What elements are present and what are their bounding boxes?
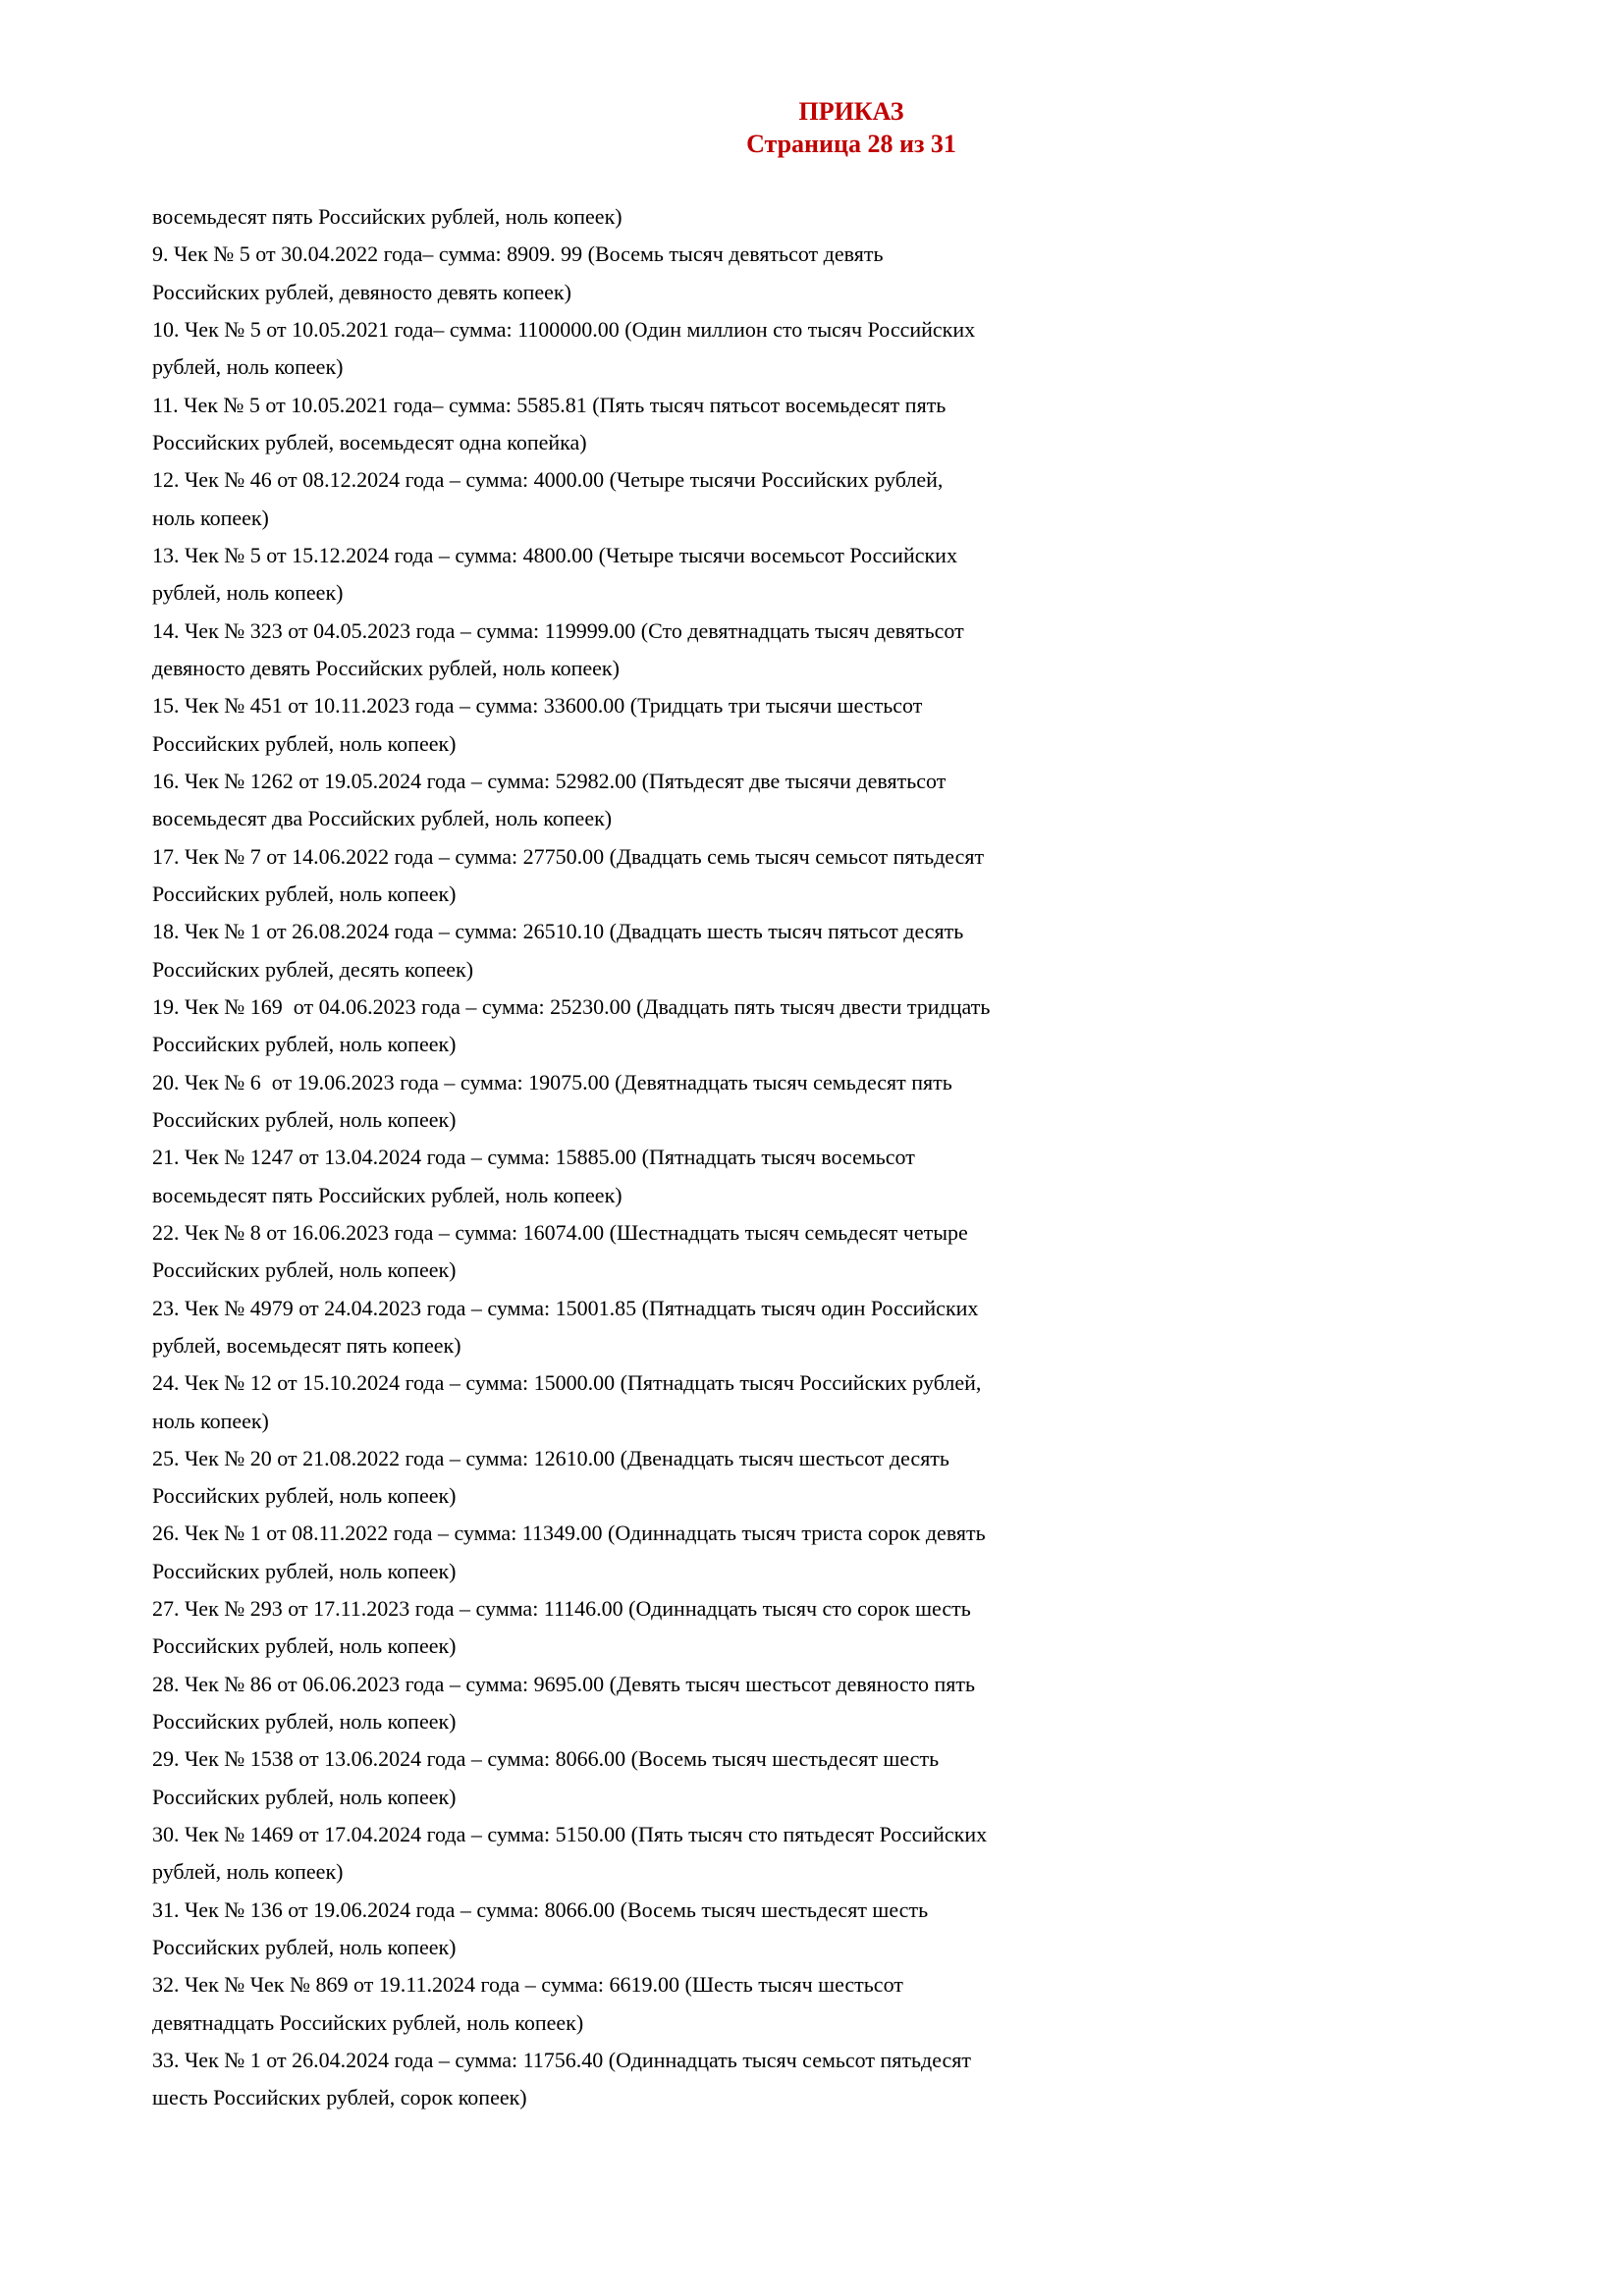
text-line: Российских рублей, десять копеек) (152, 956, 474, 982)
text-line: 20. Чек № 6 от 19.06.2023 года – сумма: 19075.00 (Девятнадцать тысяч семьдесят пять (152, 1069, 952, 1095)
text-line: восемьдесят два Российских рублей, ноль копеек) (152, 806, 613, 831)
document-body (152, 198, 1546, 2117)
text-line: 11. Чек № 5 от 10.05.2021 года– сумма: 5585.81 (Пять тысяч пятьсот восемьдесят пять (152, 392, 947, 417)
text-line: Российских рублей, ноль копеек) (152, 730, 457, 756)
text-line: 32. Чек № Чек № 869 от 19.11.2024 года – сумма: 6619.00 (Шесть тысяч шестьсот (152, 1972, 903, 1998)
text-line: рублей, ноль копеек) (152, 1859, 344, 1885)
text-line: девяносто девять Российских рублей, ноль копеек) (152, 655, 620, 680)
text-line: 16. Чек № 1262 от 19.05.2024 года – сумма: 52982.00 (Пятьдесят две тысячи девятьсот (152, 768, 947, 793)
text-line: рублей, восемьдесят пять копеек) (152, 1332, 461, 1358)
text-line: Российских рублей, восемьдесят одна копейка) (152, 429, 587, 454)
text-line: ноль копеек) (152, 505, 269, 530)
text-line: 30. Чек № 1469 от 17.04.2024 года – сумма: 5150.00 (Пять тысяч сто пятьдесят Российских (152, 1822, 988, 1847)
text-line: 18. Чек № 1 от 26.08.2024 года – сумма: 26510.10 (Двадцать шесть тысяч пятьсот десять (152, 919, 964, 944)
text-line: Российских рублей, ноль копеек) (152, 1709, 457, 1735)
text-line: 15. Чек № 451 от 10.11.2023 года – сумма: 33600.00 (Тридцать три тысячи шестьсот (152, 693, 923, 719)
text-line: Российских рублей, ноль копеек) (152, 1633, 457, 1659)
text-line: Российских рублей, ноль копеек) (152, 1784, 457, 1809)
text-line: восемьдесят пять Российских рублей, ноль копеек) (152, 1182, 623, 1207)
text-line: ноль копеек) (152, 1408, 269, 1433)
text-line: 17. Чек № 7 от 14.06.2022 года – сумма: 27750.00 (Двадцать семь тысяч семьсот пятьдесят (152, 843, 985, 869)
text-line: рублей, ноль копеек) (152, 580, 344, 606)
document-title: ПРИКАЗ (798, 97, 904, 126)
page-indicator: Страница 28 из 31 (746, 130, 956, 158)
text-line: 23. Чек № 4979 от 24.04.2023 года – сумма: 15001.85 (Пятнадцать тысяч один Российских (152, 1295, 979, 1320)
text-line: 21. Чек № 1247 от 13.04.2024 года – сумма: 15885.00 (Пятнадцать тысяч восемьсот (152, 1145, 915, 1170)
text-line: 27. Чек № 293 от 17.11.2023 года – сумма: 11146.00 (Одиннадцать тысяч сто сорок шесть (152, 1596, 971, 1622)
text-line: 24. Чек № 12 от 15.10.2024 года – сумма: 15000.00 (Пятнадцать тысяч Российских рублей, (152, 1370, 982, 1396)
text-line: 10. Чек № 5 от 10.05.2021 года– сумма: 1100000.00 (Один миллион сто тысяч Российских (152, 316, 976, 342)
text-line: 28. Чек № 86 от 06.06.2023 года – сумма: 9695.00 (Девять тысяч шестьсот девяносто пять (152, 1671, 976, 1696)
text-line: девятнадцать Российских рублей, ноль копеек) (152, 2009, 584, 2035)
text-line: 13. Чек № 5 от 15.12.2024 года – сумма: 4800.00 (Четыре тысячи восемьсот Российских (152, 542, 957, 567)
text-line: 33. Чек № 1 от 26.04.2024 года – сумма: 11756.40 (Одиннадцать тысяч семьсот пятьдесят (152, 2048, 972, 2073)
text-line: Российских рублей, ноль копеек) (152, 1558, 457, 1583)
text-line: Российских рублей, ноль копеек) (152, 1483, 457, 1509)
text-line: Российских рублей, ноль копеек) (152, 881, 457, 906)
text-line: 22. Чек № 8 от 16.06.2023 года – сумма: 16074.00 (Шестнадцать тысяч семьдесят четыре (152, 1219, 968, 1245)
document-header (152, 95, 1550, 160)
text-line: Российских рублей, ноль копеек) (152, 1935, 457, 1960)
text-line: Российских рублей, ноль копеек) (152, 1032, 457, 1057)
text-line: 19. Чек № 169 от 04.06.2023 года – сумма: 25230.00 (Двадцать пять тысяч двести тридцать (152, 993, 991, 1019)
text-line: 9. Чек № 5 от 30.04.2022 года– сумма: 8909. 99 (Восемь тысяч девятьсот девять (152, 241, 884, 267)
text-line: Российских рублей, ноль копеек) (152, 1257, 457, 1283)
text-line: шесть Российских рублей, сорок копеек) (152, 2085, 527, 2110)
text-line: 12. Чек № 46 от 08.12.2024 года – сумма: 4000.00 (Четыре тысячи Российских рублей, (152, 467, 944, 493)
text-line: 25. Чек № 20 от 21.08.2022 года – сумма: 12610.00 (Двенадцать тысяч шестьсот десять (152, 1445, 949, 1470)
text-line: Российских рублей, девяносто девять копеек) (152, 279, 571, 304)
text-line: Российских рублей, ноль копеек) (152, 1106, 457, 1132)
text-line: рублей, ноль копеек) (152, 354, 344, 380)
text-line: восемьдесят пять Российских рублей, ноль копеек) (152, 204, 623, 229)
text-line: 29. Чек № 1538 от 13.06.2024 года – сумма: 8066.00 (Восемь тысяч шестьдесят шесть (152, 1746, 940, 1772)
text-line: 26. Чек № 1 от 08.11.2022 года – сумма: 11349.00 (Одиннадцать тысяч триста сорок девять (152, 1521, 986, 1546)
text-line: 14. Чек № 323 от 04.05.2023 года – сумма: 119999.00 (Сто девятнадцать тысяч девятьсот (152, 617, 964, 643)
text-line: 31. Чек № 136 от 19.06.2024 года – сумма: 8066.00 (Восемь тысяч шестьдесят шесть (152, 1896, 929, 1922)
